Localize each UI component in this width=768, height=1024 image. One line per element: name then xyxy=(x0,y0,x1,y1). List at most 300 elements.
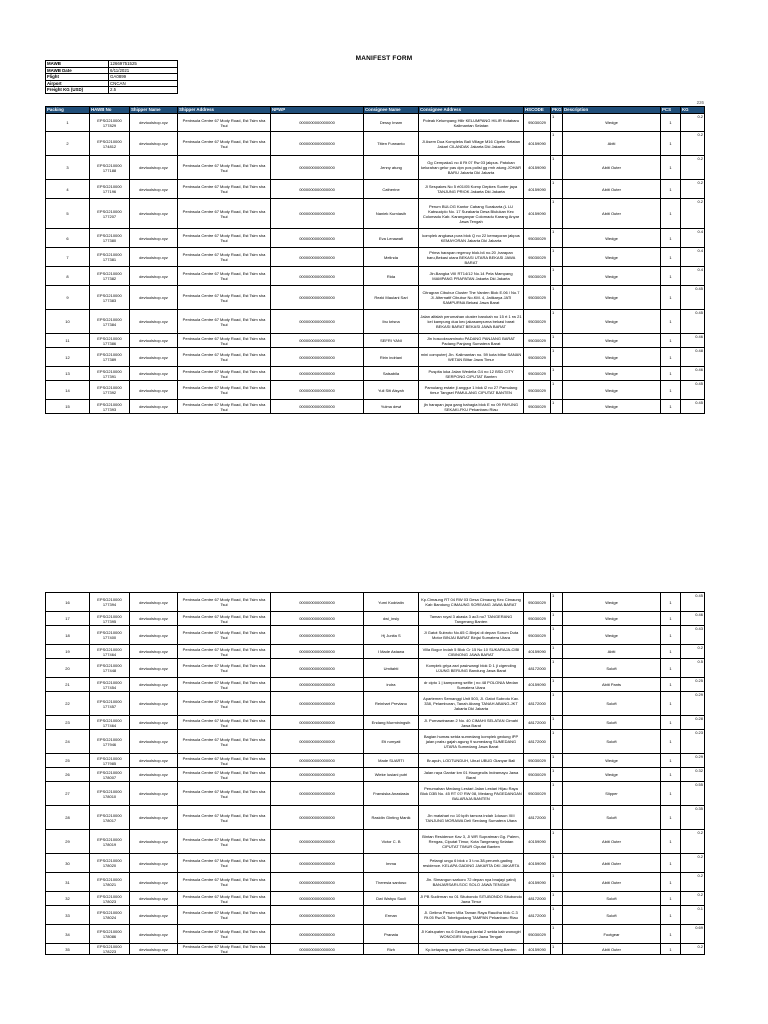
shipper-address: Peninsula Centre 67 Mody Road, Est Tsim sha Tsui xyxy=(178,806,271,830)
packing-no: 8 xyxy=(46,267,90,286)
description: Soloft xyxy=(563,806,661,830)
consignee-name: Naniek Kurniasih xyxy=(364,199,419,229)
npwp: 0000000000000000 xyxy=(271,892,364,906)
pcs-count: 1 xyxy=(661,310,681,334)
manifest-row xyxy=(46,180,705,199)
description: Wedge xyxy=(563,310,661,334)
weight-kg: 0.4 xyxy=(681,267,705,286)
shipper-name: devtoolshop.xyz xyxy=(130,367,178,381)
shipper-address: Peninsula Centre 67 Mody Road, Est Tsim sha Tsui xyxy=(178,830,271,854)
npwp: 0000000000000000 xyxy=(271,612,364,626)
packing-no: 29 xyxy=(46,830,90,854)
hawb-no: EPSG210000 177464 xyxy=(90,716,130,730)
pkg-count: 1 xyxy=(551,286,563,310)
weight-kg: 0.23 xyxy=(681,730,705,754)
pcs-count: 1 xyxy=(661,730,681,754)
shipper-address: Peninsula Centre 67 Mody Road, Est Tsim sha Tsui xyxy=(178,768,271,782)
manifest-row xyxy=(46,892,705,906)
consignee-name: Hj Junita S xyxy=(364,626,419,645)
pcs-count: 1 xyxy=(661,180,681,199)
manifest-row xyxy=(46,248,705,267)
consignee-name: Yuli Siti Aisyah xyxy=(364,381,419,400)
packing-no: 4 xyxy=(46,180,90,199)
consignee-address: Jln.Bangka VIII RT14/12 No.14 Pela Mampang MAMPANG PRAPATAN Jakarta Dki Jakarta xyxy=(419,267,524,286)
consignee-address: Jln. Simangun sarkoro 72 depan nya bnajayi yatni) BANJARSARI-SOC SOLO JAWA TENGAH xyxy=(419,873,524,892)
manifest-row xyxy=(46,612,705,626)
hscode: 40159090 xyxy=(524,944,551,955)
packing-no: 16 xyxy=(46,593,90,612)
col-header: Shipper Address xyxy=(178,107,271,114)
weight-kg: 0.46 xyxy=(681,367,705,381)
description: Wedge xyxy=(563,381,661,400)
hawb-no: EPSG210000 174812 xyxy=(90,132,130,156)
shipper-address: Peninsula Centre 67 Mody Road, Est Tsim sha Tsui xyxy=(178,267,271,286)
hscode: 95030029 xyxy=(524,768,551,782)
shipper-address: Peninsula Centre 67 Mody Road, Est Tsim sha Tsui xyxy=(178,367,271,381)
hscode: 95030029 xyxy=(524,782,551,806)
packing-no: 28 xyxy=(46,806,90,830)
col-header: Consignee Address xyxy=(419,107,524,114)
shipper-name: devtoolshop.xyz xyxy=(130,854,178,873)
manifest-row xyxy=(46,286,705,310)
weight-kg: 0.28 xyxy=(681,716,705,730)
npwp: 0000000000000000 xyxy=(271,626,364,645)
hawb-no: EPSG210000 177383 xyxy=(90,286,130,310)
weight-kg: 0.45 xyxy=(681,593,705,612)
manifest-row xyxy=(46,925,705,944)
shipper-address: Peninsula Centre 67 Mody Road, Est Tsim sha Tsui xyxy=(178,381,271,400)
manifest-row xyxy=(46,754,705,768)
shipper-name: devtoolshop.xyz xyxy=(130,400,178,414)
consignee-address: komplek angkasa pura blok Q no 22 kemayoran jakpus KEMAYORAN Jakarta Dki Jakarta xyxy=(419,229,524,248)
header-row xyxy=(46,107,705,114)
shipper-name: devtoolshop.xyz xyxy=(130,310,178,334)
consignee-name: Endang Murminingsih xyxy=(364,716,419,730)
packing-no: 13 xyxy=(46,367,90,381)
shipper-name: devtoolshop.xyz xyxy=(130,659,178,678)
hawb-no: EPSG210000 178021 xyxy=(90,873,130,892)
pkg-count: 1 xyxy=(551,892,563,906)
consignee-address: Jl PB Sudirman no 01 Situbondo SITUBONDO Situbondo Jawa Timur xyxy=(420,893,522,904)
manifest-row xyxy=(46,156,705,180)
manifest-row xyxy=(46,229,705,248)
pkg-count: 1 xyxy=(551,132,563,156)
npwp: 0000000000000000 xyxy=(271,180,364,199)
shipper-name: devtoolshop.xyz xyxy=(130,768,178,782)
description: Wedge xyxy=(563,612,661,626)
weight-kg: 0.46 xyxy=(681,334,705,348)
manifest-row xyxy=(46,854,705,873)
consignee-name: Salsabila xyxy=(364,367,419,381)
weight-kg: 0.2 xyxy=(681,114,705,132)
consignee-name: Made SUARTI xyxy=(364,754,419,768)
pcs-count: 1 xyxy=(661,381,681,400)
description: Soloft xyxy=(563,906,661,925)
pkg-count: 1 xyxy=(551,830,563,854)
shipper-address: Peninsula Centre 67 Mody Road, Est Tsim sha Tsui xyxy=(178,286,271,310)
pcs-count: 1 xyxy=(661,678,681,692)
pkg-count: 1 xyxy=(551,944,563,955)
consignee-name: Imma xyxy=(364,854,419,873)
col-header: Description xyxy=(563,107,661,114)
pcs-count: 1 xyxy=(661,626,681,645)
info-value: 2.5 xyxy=(109,87,178,94)
hscode: 95030029 xyxy=(524,367,551,381)
weight-kg: 0.25 xyxy=(681,678,705,692)
npwp: 0000000000000000 xyxy=(271,782,364,806)
npwp: 0000000000000000 xyxy=(271,593,364,612)
col-header: Consignee Name xyxy=(364,107,419,114)
npwp: 0000000000000000 xyxy=(271,806,364,830)
pcs-count: 1 xyxy=(661,830,681,854)
consignee-name: Dwi Wahyu Sucli xyxy=(364,892,419,906)
info-label: MAWB xyxy=(46,61,109,68)
consignee-address: Br.apuh, LODTUNDUH, Ubud UBUD Gianyar Bali xyxy=(419,754,524,768)
pcs-count: 1 xyxy=(661,659,681,678)
consignee-address: dr cipto 1 | kampoeng selfie | no 48 POLONIA Medan Sumatera Utara xyxy=(419,678,524,692)
hscode: 95030029 xyxy=(524,381,551,400)
pcs-count: 1 xyxy=(661,229,681,248)
shipper-address: Peninsula Centre 67 Mody Road, Est Tsim sha Tsui xyxy=(178,645,271,659)
weight-kg: 0.1 xyxy=(681,906,705,925)
consignee-name: Erman xyxy=(364,906,419,925)
shipper-name: devtoolshop.xyz xyxy=(130,806,178,830)
pkg-count: 1 xyxy=(551,925,563,944)
shipper-address: Peninsula Centre 67 Mody Road, Est Tsim sha Tsui xyxy=(178,400,271,414)
shipper-name: devtoolshop.xyz xyxy=(130,906,178,925)
manifest-row xyxy=(46,730,705,754)
col-header: HSCODE xyxy=(524,107,551,114)
npwp: 0000000000000000 xyxy=(271,381,364,400)
total-weight: 226 xyxy=(696,100,704,105)
packing-no: 22 xyxy=(46,692,90,716)
pcs-count: 1 xyxy=(661,925,681,944)
packing-no: 27 xyxy=(46,782,90,806)
consignee-address: Kp.Cimaung RT 04 RW 03 Desa Cimaung Kec Cimaung Kab Bandung CIMAUNG SOREANG JAWA BARAT xyxy=(419,593,524,612)
hscode: 95030029 xyxy=(524,248,551,267)
shipper-address: Peninsula Centre 67 Mody Road, Est Tsim sha Tsui xyxy=(178,132,271,156)
consignee-name: Ririn indriani xyxy=(364,348,419,367)
manifest-row xyxy=(46,199,705,229)
consignee-name: Melinda xyxy=(364,248,419,267)
manifest-row xyxy=(46,873,705,892)
hawb-no: EPSG210000 177196 xyxy=(90,180,130,199)
packing-no: 20 xyxy=(46,659,90,678)
consignee-name: Theresia santoso xyxy=(364,873,419,892)
consignee-address: Jl Asem Dua Kompleks Bali Village M16 Cipete Selatan Jakarl CILANDAK Jakarta Dki Jakarta xyxy=(419,132,524,156)
npwp: 0000000000000000 xyxy=(271,730,364,754)
hscode: 40159090 xyxy=(524,645,551,659)
weight-kg: 0.2 xyxy=(681,645,705,659)
hscode: 40159090 xyxy=(524,873,551,892)
pcs-count: 1 xyxy=(661,806,681,830)
description: Wedge xyxy=(563,626,661,645)
shipper-address: Peninsula Centre 67 Mody Road, Est Tsim sha Tsui xyxy=(178,248,271,267)
shipper-address: Peninsula Centre 67 Mody Road, Est Tsim sha Tsui xyxy=(178,944,271,955)
hawb-no: EPSG210000 178020 xyxy=(90,854,130,873)
col-header: Shipper Name xyxy=(130,107,178,114)
info-row xyxy=(46,87,178,94)
npwp: 0000000000000000 xyxy=(271,854,364,873)
hscode: 95030029 xyxy=(524,593,551,612)
hscode: 95030029 xyxy=(524,400,551,414)
pcs-count: 1 xyxy=(661,612,681,626)
pkg-count: 1 xyxy=(551,248,563,267)
npwp: 0000000000000000 xyxy=(271,678,364,692)
description: Wedge xyxy=(563,114,661,132)
shipper-address: Peninsula Centre 67 Mody Road, Est Tsim sha Tsui xyxy=(178,348,271,367)
shipper-address: Peninsula Centre 67 Mody Road, Est Tsim sha Tsui xyxy=(178,782,271,806)
packing-no: 31 xyxy=(46,873,90,892)
description: Wedge xyxy=(563,593,661,612)
weight-kg: 0.2 xyxy=(681,180,705,199)
shipper-address: Peninsula Centre 67 Mody Road, Est Tsim sha Tsui xyxy=(178,873,271,892)
consignee-address: jln harapan jaya gang bahagia blok E no 09 PAYUNG SEKAKI-FKU Pekanbaru Riau xyxy=(419,400,524,414)
shipper-name: devtoolshop.xyz xyxy=(130,381,178,400)
consignee-name: I Made Astawa xyxy=(364,645,419,659)
shipper-address: Peninsula Centre 67 Mody Road, Est Tsim sha Tsui xyxy=(178,754,271,768)
weight-kg: 0.45 xyxy=(681,381,705,400)
info-value: CNCAN xyxy=(109,80,178,87)
pkg-count: 1 xyxy=(551,612,563,626)
weight-kg: 0.4 xyxy=(681,229,705,248)
manifest-table-continued xyxy=(45,592,705,955)
hawb-no: EPSG210000 177386 xyxy=(90,334,130,348)
packing-no: 9 xyxy=(46,286,90,310)
description: Wedge xyxy=(563,334,661,348)
hawb-no: EPSG210000 177454 xyxy=(90,678,130,692)
npwp: 0000000000000000 xyxy=(271,114,364,132)
packing-no: 33 xyxy=(46,906,90,925)
weight-kg: 0.46 xyxy=(681,612,705,626)
packing-no: 11 xyxy=(46,334,90,348)
pcs-count: 1 xyxy=(661,114,681,132)
npwp: 0000000000000000 xyxy=(271,692,364,716)
description: Wedge xyxy=(563,267,661,286)
hawb-no: EPSG210000 178023 xyxy=(90,892,130,906)
npwp: 0000000000000000 xyxy=(271,830,364,854)
pcs-count: 1 xyxy=(661,132,681,156)
shipper-name: devtoolshop.xyz xyxy=(130,156,178,180)
packing-no: 3 xyxy=(46,156,90,180)
npwp: 0000000000000000 xyxy=(271,925,364,944)
manifest-row xyxy=(46,659,705,678)
consignee-name: Jenny atung xyxy=(364,156,419,180)
npwp: 0000000000000000 xyxy=(271,156,364,180)
mawb-info-table xyxy=(45,60,178,94)
hawb-no: EPSG210000 177391 xyxy=(90,367,130,381)
pcs-count: 1 xyxy=(661,367,681,381)
consignee-name: Ibu krisna xyxy=(364,310,419,334)
hscode: 40159090 xyxy=(524,156,551,180)
hawb-no: EPSG210000 178019 xyxy=(90,830,130,854)
pcs-count: 1 xyxy=(661,645,681,659)
pkg-count: 1 xyxy=(551,348,563,367)
consignee-name: indra xyxy=(364,678,419,692)
pcs-count: 1 xyxy=(661,286,681,310)
pkg-count: 1 xyxy=(551,267,563,286)
npwp: 0000000000000000 xyxy=(271,310,364,334)
consignee-address: Perumahan Medang Lestari Jalan Lestari Hijau Raya Blok D3B No. 45 RT 07/ RW 08, Medang PAGEDANGAN BALARAJA BANTEN xyxy=(419,782,524,806)
hscode: 95030029 xyxy=(524,310,551,334)
hscode: 95030029 xyxy=(524,334,551,348)
packing-no: 7 xyxy=(46,248,90,267)
description: Abiti Outer xyxy=(563,180,661,199)
packing-no: 10 xyxy=(46,310,90,334)
npwp: 0000000000000000 xyxy=(271,367,364,381)
pkg-count: 1 xyxy=(551,156,563,180)
info-label: MAWB Date xyxy=(46,67,109,74)
pcs-count: 1 xyxy=(661,716,681,730)
description: Soloft xyxy=(563,659,661,678)
consignee-address: Bagian humas setda sumedang komplek gedung IPP jalan prabu gajah agung 9 sumedang SUMEDANG UTARA Sumedang Jawa Barat xyxy=(419,730,524,754)
pcs-count: 1 xyxy=(661,334,681,348)
packing-no: 15 xyxy=(46,400,90,414)
pcs-count: 1 xyxy=(661,348,681,367)
description: Footgear xyxy=(563,925,661,944)
weight-kg: 0.2 xyxy=(681,854,705,873)
consignee-address: Kp.ketapang waringin Cikeusal Kab.Serang Banten xyxy=(419,944,524,955)
info-value: GA0899 xyxy=(109,74,178,81)
description: Abiti xyxy=(563,132,661,156)
shipper-name: devtoolshop.xyz xyxy=(130,199,178,229)
description: Abiti Outer xyxy=(563,830,661,854)
manifest-table xyxy=(45,106,705,414)
npwp: 0000000000000000 xyxy=(271,400,364,414)
weight-kg: 0.4 xyxy=(681,248,705,267)
pkg-count: 1 xyxy=(551,782,563,806)
hscode: 48172000 xyxy=(524,692,551,716)
shipper-name: devtoolshop.xyz xyxy=(130,626,178,645)
hawb-no: EPSG210000 177395 xyxy=(90,612,130,626)
consignee-address: Jl. Delima Perum Villa Taman Raya Raudha blok C.3 Rt.05 Rw.01 Tobekgodang TAMPAN Pekanbaru Riau xyxy=(419,906,524,925)
consignee-name: Rasidin Ginting Manik xyxy=(364,806,419,830)
npwp: 0000000000000000 xyxy=(271,906,364,925)
weight-kg: 0.29 xyxy=(681,692,705,716)
shipper-address: Peninsula Centre 67 Mody Road, Est Tsim sha Tsui xyxy=(178,334,271,348)
packing-no: 6 xyxy=(46,229,90,248)
pcs-count: 1 xyxy=(661,692,681,716)
col-header: PCS xyxy=(661,107,681,114)
consignee-name: Rida xyxy=(364,267,419,286)
shipper-name: devtoolshop.xyz xyxy=(130,286,178,310)
hawb-no: EPSG210000 177382 xyxy=(90,267,130,286)
consignee-name: Titien Furwanto xyxy=(364,132,419,156)
hscode: 48172000 xyxy=(524,806,551,830)
pkg-count: 1 xyxy=(551,114,563,132)
consignee-name: Yumi Kodriatin xyxy=(364,593,419,612)
shipper-name: devtoolshop.xyz xyxy=(130,267,178,286)
consignee-address: Bintan Residence Kav 3, Jl WR Supratman Gg. Palem, Rengas, Ciputat Timur, Kota Tangerang Selatan CIPUTAT TIMUR Ciputat Banten xyxy=(419,830,524,854)
shipper-name: devtoolshop.xyz xyxy=(130,692,178,716)
weight-kg: 0.43 xyxy=(681,626,705,645)
packing-no: 14 xyxy=(46,381,90,400)
consignee-name: Yulma dewi xyxy=(364,400,419,414)
shipper-name: devtoolshop.xyz xyxy=(130,593,178,612)
hscode: 95030029 xyxy=(524,925,551,944)
packing-no: 17 xyxy=(46,612,90,626)
shipper-address: Peninsula Centre 67 Mody Road, Est Tsim sha Tsui xyxy=(178,854,271,873)
consignee-name: Eva Lenawati xyxy=(364,229,419,248)
hawb-no: EPSG210000 177393 xyxy=(90,400,130,414)
shipper-name: devtoolshop.xyz xyxy=(130,645,178,659)
shipper-name: devtoolshop.xyz xyxy=(130,873,178,892)
hscode: 95030029 xyxy=(524,267,551,286)
hawb-no: EPSG210000 178024 xyxy=(90,906,130,925)
weight-kg: 0.48 xyxy=(681,348,705,367)
hawb-no: EPSG210000 178017 xyxy=(90,806,130,830)
shipper-name: devtoolshop.xyz xyxy=(130,678,178,692)
pkg-count: 1 xyxy=(551,692,563,716)
consignee-name: SEFRI YANI xyxy=(364,334,419,348)
shipper-name: devtoolshop.xyz xyxy=(130,248,178,267)
shipper-address: Peninsula Centre 67 Mody Road, Est Tsim sha Tsui xyxy=(178,925,271,944)
pcs-count: 1 xyxy=(661,944,681,955)
col-header: HAWB No xyxy=(90,107,130,114)
consignee-name: Umitahti xyxy=(364,659,419,678)
hscode: 48172000 xyxy=(524,906,551,925)
npwp: 0000000000000000 xyxy=(271,267,364,286)
shipper-name: devtoolshop.xyz xyxy=(130,180,178,199)
packing-no: 25 xyxy=(46,754,90,768)
packing-no: 24 xyxy=(46,730,90,754)
shipper-name: devtoolshop.xyz xyxy=(130,334,178,348)
weight-kg: 0.32 xyxy=(681,768,705,782)
consignee-address: Pamulang estate jl anggur 1 blok i2 no 27 Pamulang timur Tangsel PAMULANG CIPUTAT BANTEN xyxy=(419,381,524,400)
col-header: PKG xyxy=(552,107,562,113)
weight-kg: 0.2 xyxy=(681,132,705,156)
consignee-name: Pranata xyxy=(364,925,419,944)
shipper-address: Peninsula Centre 67 Mody Road, Est Tsim sha Tsui xyxy=(178,229,271,248)
shipper-address: Peninsula Centre 67 Mody Road, Est Tsim sha Tsui xyxy=(178,678,271,692)
hscode: 40159090 xyxy=(524,132,551,156)
hscode: 95030029 xyxy=(524,626,551,645)
weight-kg: 0.2 xyxy=(681,156,705,180)
info-label: Flight xyxy=(46,74,109,81)
shipper-address: Peninsula Centre 67 Mody Road, Est Tsim sha Tsui xyxy=(178,906,271,925)
consignee-address: Apartemen Semanggi Unit 503, Jl. Gatot Subroto Kav. 338, Pelamburan, Tanah Abang TANAH ABANG-JKT Jakarta Dki Jakarta xyxy=(419,692,524,716)
shipper-name: devtoolshop.xyz xyxy=(130,754,178,768)
packing-no: 30 xyxy=(46,854,90,873)
pcs-count: 1 xyxy=(661,754,681,768)
npwp: 0000000000000000 xyxy=(271,248,364,267)
pkg-count: 1 xyxy=(551,334,563,348)
hawb-no: EPSG210000 177188 xyxy=(90,156,130,180)
weight-kg: 0.45 xyxy=(681,286,705,310)
col-header: NPWP xyxy=(271,107,364,114)
packing-no: 1 xyxy=(46,114,90,132)
hscode: 95030029 xyxy=(524,612,551,626)
pkg-count: 1 xyxy=(551,381,563,400)
consignee-name: Rizh xyxy=(364,944,419,955)
hawb-no: EPSG210000 178010 xyxy=(90,782,130,806)
pcs-count: 1 xyxy=(661,593,681,612)
packing-no: 26 xyxy=(46,768,90,782)
pkg-count: 1 xyxy=(551,806,563,830)
npwp: 0000000000000000 xyxy=(271,286,364,310)
pkg-count: 1 xyxy=(551,229,563,248)
packing-no: 19 xyxy=(46,645,90,659)
info-value: 12669751525 xyxy=(109,61,178,68)
description: Wedge xyxy=(563,248,661,267)
description: Abiti Outer xyxy=(563,156,661,180)
hscode: 48172000 xyxy=(524,892,551,906)
npwp: 0000000000000000 xyxy=(271,754,364,768)
hawb-no: EPSG210000 178223 xyxy=(90,944,130,955)
hscode: 95030029 xyxy=(524,286,551,310)
pcs-count: 1 xyxy=(661,892,681,906)
info-label: Freight KG (USD) xyxy=(46,87,109,94)
